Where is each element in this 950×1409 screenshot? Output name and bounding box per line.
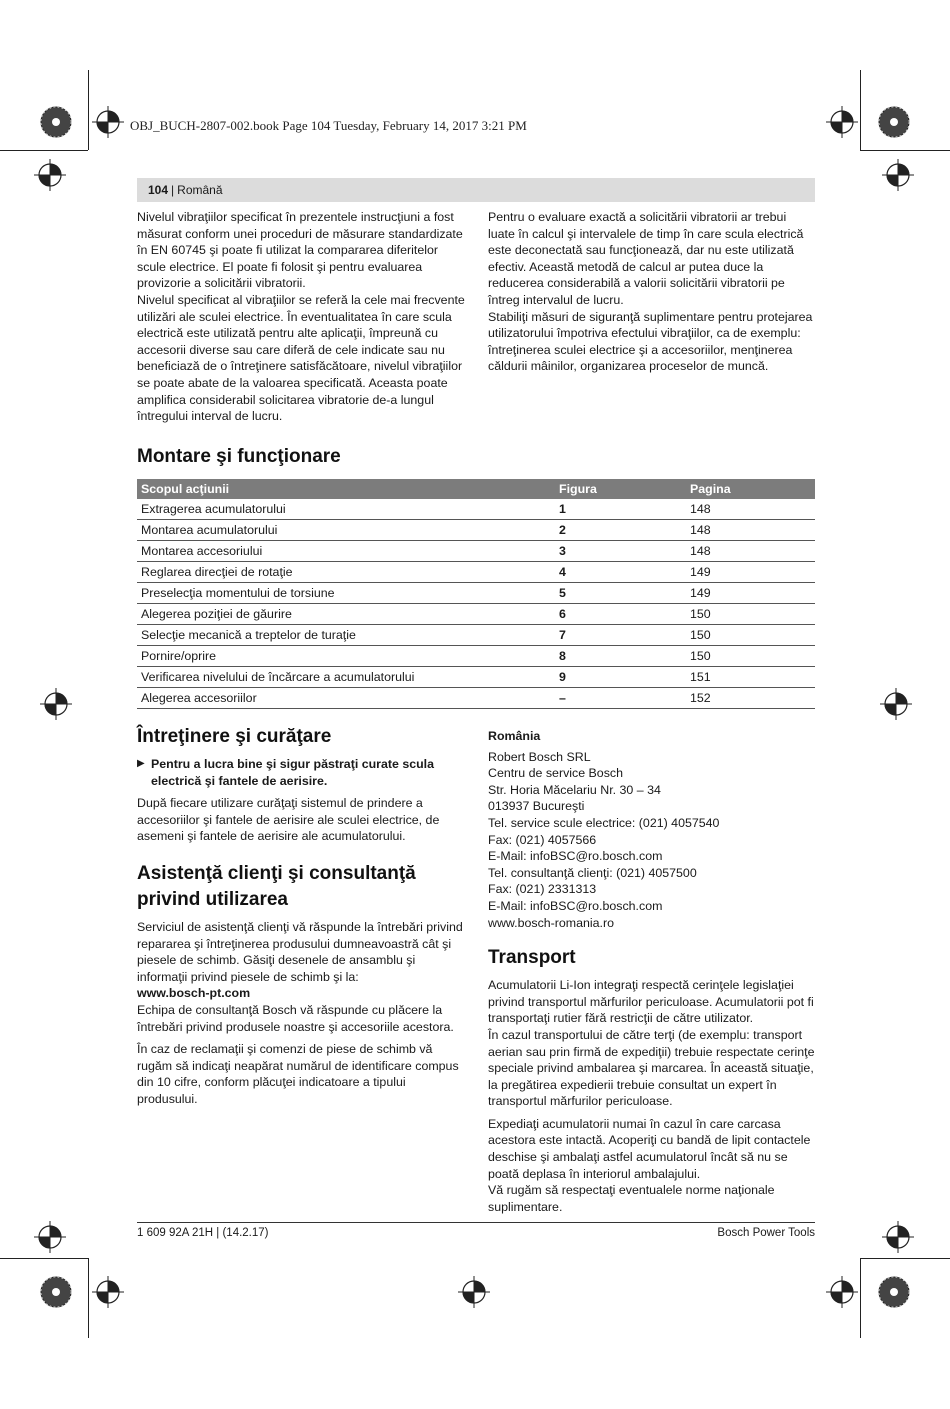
contact-line: Tel. service scule electrice: (021) 4057540 [488,815,720,830]
cell-page: 150 [686,604,815,625]
table-row [137,499,815,520]
column-header: Figura [555,479,686,499]
registration-target-icon [92,106,124,138]
registration-target-icon [34,159,66,191]
bullet-text: Pentru a lucra bine şi sigur păstraţi curate scula electrică şi fantele de aerisire. [151,757,435,788]
color-wheel-icon [879,107,909,137]
paragraph: În caz de reclamaţii şi comenzi de piese de schimb vă rugăm să indicaţi neapărat numărul de identificare compus din 10 cifre, conform plăcuţei indicatoare a tipului produsului. [137,1042,459,1106]
cell-action: Alegerea accesoriilor [137,688,555,709]
paragraph: În cazul transportului de către terţi (de exemplu: transport aerian sau prin firmă de expediţii) trebuie respectate cerinţe speciale privind ambalarea şi marcarea. În această situaţie, la pregătirea expedierii trebuie consultat un expert în transportul mărfurilor periculoase. [488,1027,815,1109]
cell-action: Alegerea poziţiei de găurire [137,604,555,625]
paragraph: Serviciul de asistenţă clienţi vă răspunde la întrebări privind repararea şi întreţinerea produsului dumneavoastră cât şi piesele de schimb. Găsiţi desenele de ansamblu şi informaţii privind piesele de schimb şi la: [137,919,463,984]
table-row [137,625,815,646]
table-row [137,604,815,625]
table-row [137,541,815,562]
cell-page: 152 [686,688,815,709]
registration-target-icon [826,106,858,138]
contact-country: România [488,729,541,743]
table-row [137,562,815,583]
cell-figure: 2 [555,520,686,541]
footer-code: 1 609 92A 21H | (14.2.17) [137,1227,269,1239]
cell-figure: 1 [555,499,686,520]
registration-target-icon [882,1221,914,1253]
cell-figure: 5 [555,583,686,604]
cell-page: 148 [686,520,815,541]
table-row [137,667,815,688]
cell-page: 148 [686,499,815,520]
contact-line: Robert Bosch SRL [488,749,591,764]
cell-action: Preselecţia momentului de torsiune [137,583,555,604]
registration-target-icon [880,688,912,720]
paragraph: Nivelul specificat al vibraţiilor se referă la cele mai frecvente utilizări ale sculei electrice. În eventualitatea în care scula electrică este utilizată pentru alte aplicaţii, împreună cu accesorii diverse sau care diferă de cele indicate sau nu beneficiază de o întreţinere satisfăcătoare, nivelul vibraţiilor se poate abate de la valoarea specificată. Aceasta poate amplifica considerabil solicitarea vibratorie de-a lungul întregului interval de lucru. [137,292,465,424]
paragraph: Nivelul vibraţiilor specificat în prezentele instrucţiuni a fost măsurat conform unei proceduri de măsurare standardizate în EN 60745 şi poate fi utilizat la compararea diferitelor scule electrice. El poate fi folosit şi pentru evaluarea provizorie a solicitării vibratorii. [137,210,463,291]
cell-action: Verificarea nivelului de încărcare a acumulatorului [137,667,555,688]
cell-figure: 6 [555,604,686,625]
paragraph: Vă rugăm să respectaţi eventualele norme naţionale suplimentare. [488,1183,775,1214]
cell-page: 148 [686,541,815,562]
cell-action: Montarea acumulatorului [137,520,555,541]
section-heading-intretinere: Întreţinere şi curăţare [137,726,332,747]
section-heading-montare: Montare şi funcţionare [137,446,341,467]
contact-line: Fax: (021) 4057566 [488,832,597,847]
contact-line[interactable]: E-Mail: infoBSC@ro.bosch.com [488,849,663,864]
cell-action: Selecţie mecanică a treptelor de turaţie [137,625,555,646]
paragraph: Stabiliţi măsuri de siguranţă suplimentare pentru protejarea utilizatorului împotriva efectului vibraţiilor, ca de exemplu: întreţinerea sculei electrice şi a accesoriilor, menţinerea căldurii mâinilor, organizarea proceselor de muncă. [488,309,813,374]
contact-line: Centru de service Bosch [488,766,623,781]
page-header [148,183,223,197]
cell-page: 151 [686,667,815,688]
paragraph: Expediaţi acumulatorii numai în cazul în care carcasa acestora este intactă. Acoperiţi cu bandă de lipit contactele deschise şi ambalaţi astfel acumulatorul încât să nu se poată deplasa în interiorul ambalajului. [488,1116,811,1181]
cell-page: 149 [686,583,815,604]
registration-target-icon [92,1276,124,1308]
registration-target-icon [458,1276,490,1308]
cell-page: 150 [686,646,815,667]
column-header: Scopul acţiunii [137,479,555,499]
section-heading-transport: Transport [488,947,576,969]
website-link[interactable]: www.bosch-pt.com [137,986,251,1001]
cell-figure: – [555,688,686,709]
cell-figure: 9 [555,667,686,688]
page-header-bar [137,178,815,202]
paragraph: Pentru o evaluare exactă a solicitării vibratorii ar trebui luate în calcul şi intervalele de timp în care scula electrică este deconectată sau funcţionează, dar nu este utilizată efectiv. Această metodă de calcul ar putea duce la reducerea considerabilă a valorii solicitării vibratorii pe întreg intervalul de lucru. [488,210,804,307]
cell-action: Montarea accesoriului [137,541,555,562]
contact-line: Str. Horia Măcelariu Nr. 30 – 34 [488,782,661,797]
cell-action: Pornire/oprire [137,646,555,667]
registration-target-icon [882,159,914,191]
table-row [137,688,815,709]
column-header: Pagina [686,479,815,499]
vibration-text-right [488,209,816,375]
table-header-row [137,479,815,499]
table-row [137,583,815,604]
contact-line[interactable]: E-Mail: infoBSC@ro.bosch.com [488,898,663,913]
color-wheel-icon [41,1277,71,1307]
contact-line[interactable]: www.bosch-romania.ro [488,915,615,930]
section-heading-asistenta: Asistenţă clienţi şi consultanţă privind utilizarea [137,862,416,910]
contact-line: Tel. consultanţă clienţi: (021) 4057500 [488,865,697,880]
registration-target-icon [40,688,72,720]
cell-figure: 7 [555,625,686,646]
contact-line: 013937 Bucureşti [488,799,585,814]
header-language: Română [177,183,223,197]
cell-figure: 8 [555,646,686,667]
left-lower-column [137,724,467,1108]
cell-page: 150 [686,625,815,646]
color-wheel-icon [879,1277,909,1307]
contact-line: Fax: (021) 2331313 [488,882,597,897]
cell-page: 149 [686,562,815,583]
right-lower-column [488,728,816,1215]
color-wheel-icon [41,107,71,137]
registration-target-icon [34,1221,66,1253]
contact-block [488,749,816,932]
cell-action: Extragerea acumulatorului [137,499,555,520]
cell-figure: 4 [555,562,686,583]
print-slug: OBJ_BUCH-2807-002.book Page 104 Tuesday, February 14, 2017 3:21 PM [130,118,527,133]
table-row [137,520,815,541]
paragraph: Acumulatorii Li-Ion integraţi respectă cerinţele legislaţiei privind transportul mărfurilor periculoase. Acumulatorii pot fi transportaţi rutier fără restricţii de către utilizator. [488,978,814,1026]
footer-rule [137,1222,815,1223]
cell-figure: 3 [555,541,686,562]
page-number: 104 [148,183,169,197]
registration-target-icon [826,1276,858,1308]
header-separator: | [171,183,175,197]
bullet-arrow-icon: ▶ [137,758,145,769]
maintenance-bullet [137,756,467,789]
footer-brand: Bosch Power Tools [717,1227,815,1239]
paragraph: Echipa de consultanţă Bosch vă răspunde cu plăcere la întrebări privind produsele noastre şi accesoriile acestora. [137,1002,454,1034]
paragraph: După fiecare utilizare curăţaţi sistemul de prindere a accesoriilor şi fantele de aerisire ale sculei electrice, de asemeni şi fantele de aerisire ale acumulatorului. [137,796,440,844]
cell-action: Reglarea direcţiei de rotaţie [137,562,555,583]
table-row [137,646,815,667]
vibration-text-left [137,209,467,425]
operations-table [137,479,815,709]
